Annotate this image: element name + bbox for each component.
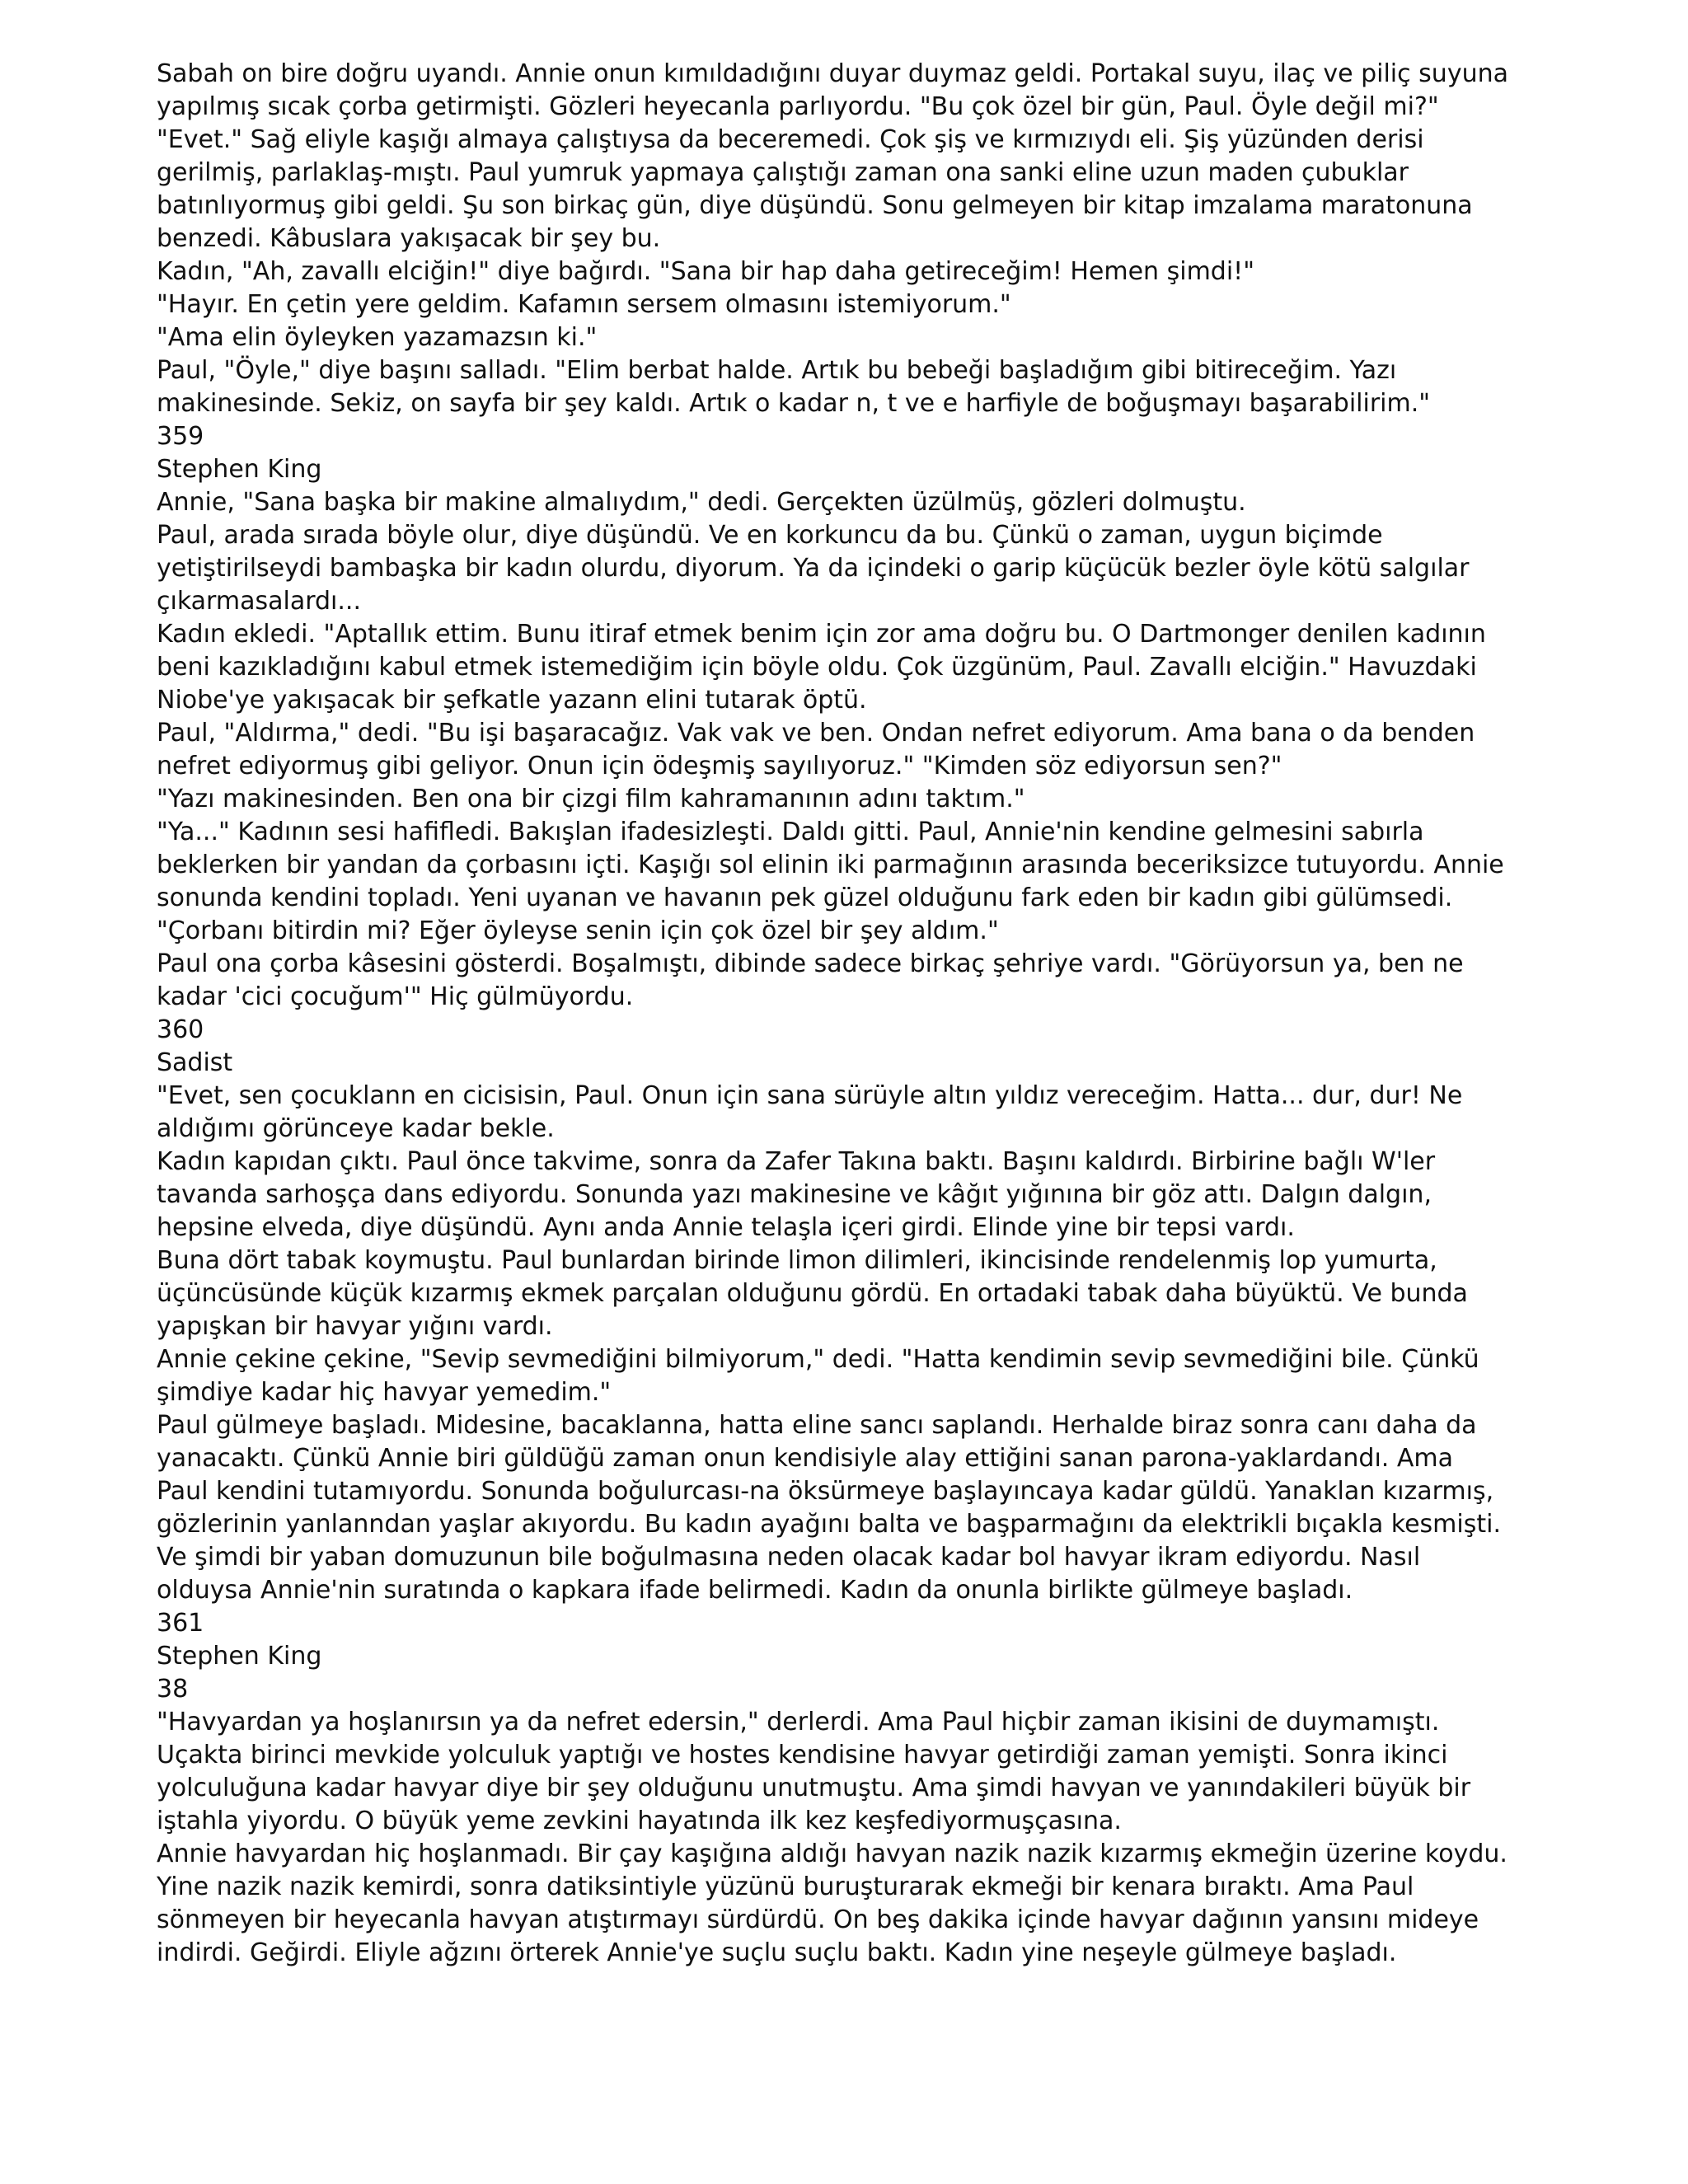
paragraph: Kadın, "Ah, zavallı elciğin!" diye bağırdı. "Sana bir hap daha getireceğim! Hemen şimdi!" — [157, 257, 1254, 286]
paragraph: Paul, "Aldırma," dedi. "Bu işi başaracağız. Vak vak ve ben. Ondan nefret ediyorum. Ama bana o da benden nefret ediyormuş gibi geliyor. Onun için ödeşmiş sayılıyoruz." "Kimden söz ediyorsun sen?" — [157, 719, 1475, 780]
paragraph: Paul gülmeye başladı. Midesine, bacaklanna, hatta eline sancı saplandı. Herhalde biraz sonra canı daha da yanacaktı. Çünkü Annie biri güldüğü zaman onun kendisiyle alay ettiğini sanan parona-yaklardandı. Ama Paul kendini tutamıyordu. Sonunda boğulurcası-na öksürmeye başlayıncaya kadar güldü. Yanaklan kızarmış, gözlerinin yanlanndan yaşlar akıyordu. Bu kadın ayağını balta ve başparmağını da elektrikli bıçakla kesmişti. Ve şimdi bir yaban domuzunun bile boğulmasına neden olacak kadar bol havyar ikram ediyordu. Nasıl olduysa Annie'nin suratında o kapkara ifade belirmedi. Kadın da onunla birlikte gülmeye başladı. — [157, 1411, 1501, 1605]
paragraph: "Ya..." Kadının sesi hafifledi. Bakışlan ifadesizleşti. Daldı gitti. Paul, Annie'nin kendine gelmesini sabırla beklerken bir yandan da çorbasını içti. Kaşığı sol elinin iki parmağının arasında beceriksizce tutuyordu. Annie sonunda kendini topladı. Yeni uyanan ve havanın pek güzel olduğunu fark eden bir kadın gibi gülümsedi. "Çorbanı bitirdin mi? Eğer öyleyse senin için çok özel bir şey aldım." — [157, 818, 1504, 945]
paragraph: Annie çekine çekine, "Sevip sevmediğini bilmiyorum," dedi. "Hatta kendimin sevip sevmediğini bile. Çünkü şimdiye kadar hiç havyar yemedim." — [157, 1345, 1479, 1407]
paragraph: Buna dört tabak koymuştu. Paul bunlardan birinde limon dilimleri, ikincisinde rendelenmiş lop yumurta, üçüncüsünde küçük kızarmış ekmek parçalan olduğunu gördü. En ortadaki tabak daha büyüktü. Ve bunda yapışkan bir havyar yığını vardı. — [157, 1246, 1468, 1341]
paragraph: Sabah on bire doğru uyandı. Annie onun kımıldadığını duyar duymaz geldi. Portakal suyu, ilaç ve piliç suyuna yapılmış sıcak çorba getirmişti. Gözleri heyecanla parlıyordu. "Bu çok özel bir gün, Paul. Öyle değil mi?" — [157, 59, 1508, 121]
paragraph: Kadın kapıdan çıktı. Paul önce takvime, sonra da Zafer Takına baktı. Başını kaldırdı. Birbirine bağlı W'ler tavanda sarhoşça dans ediyordu. Sonunda yazı makinesine ve kâğıt yığınına bir göz attı. Dalgın dalgın, hepsine elveda, diye düşündü. Aynı anda Annie telaşla içeri girdi. Elinde yine bir tepsi vardı. — [157, 1147, 1436, 1242]
paragraph: Annie havyardan hiç hoşlanmadı. Bir çay kaşığına aldığı havyan nazik nazik kızarmış ekmeğin üzerine koydu. Yine nazik nazik kemirdi, sonra datiksintiyle yüzünü buruşturarak ekmeği bir kenara bıraktı. Ama Paul sönmeyen bir heyecanla havyan atıştırmayı sürdürdü. On beş dakika içinde havyar dağının yansını mideye indirdi. Geğirdi. Eliyle ağzını örterek Annie'ye suçlu suçlu baktı. Kadın yine neşeyle gülmeye başladı. — [157, 1840, 1507, 1967]
running-header: Stephen King — [157, 1642, 322, 1671]
paragraph: Paul ona çorba kâsesini gösterdi. Boşalmıştı, dibinde sadece birkaç şehriye vardı. "Görüyorsun ya, ben ne kadar 'cici çocuğum'" Hiç gülmüyordu. — [157, 949, 1464, 1011]
page-number: 360 — [157, 1015, 204, 1044]
page-number: 361 — [157, 1609, 204, 1638]
paragraph: "Ama elin öyleyken yazamazsın ki." — [157, 323, 598, 352]
paragraph: "Evet." Sağ eliyle kaşığı almaya çalıştıysa da beceremedi. Çok şiş ve kırmızıydı eli. Şiş yüzünden derisi gerilmiş, parlaklaş-mıştı. Paul yumruk yapmaya çalıştığı zaman ona sanki eline uzun maden çubuklar batınlıyormuş gibi geldi. Şu son birkaç gün, diye düşündü. Sonu gelmeyen bir kitap imzalama maratonuna benzedi. Kâbuslara yakışacak bir şey bu. — [157, 125, 1473, 253]
paragraph: "Yazı makinesinden. Ben ona bir çizgi film kahramanının adını taktım." — [157, 785, 1025, 813]
page-number: 359 — [157, 422, 204, 451]
book-page — [157, 58, 1508, 1970]
paragraph: Paul, arada sırada böyle olur, diye düşündü. Ve en korkuncu da bu. Çünkü o zaman, uygun biçimde yetiştirilseydi bambaşka bir kadın olurdu, diyorum. Ya da içindeki o garip küçücük bezler öyle kötü salgılar çıkarmasalardı... — [157, 521, 1470, 616]
running-header: Sadist — [157, 1048, 233, 1077]
paragraph: "Havyardan ya hoşlanırsın ya da nefret edersin," derlerdi. Ama Paul hiçbir zaman ikisini de duymamıştı. Uçakta birinci mevkide yolculuk yaptığı ve hostes kendisine havyar getirdiği zaman yemişti. Sonra ikinci yolculuğuna kadar havyar diye bir şey olduğunu unutmuştu. Ama şimdi havyan ve yanındakileri büyük bir iştahla yiyordu. O büyük yeme zevkini hayatında ilk kez keşfediyormuşçasına. — [157, 1708, 1471, 1835]
chapter-number: 38 — [157, 1675, 189, 1704]
paragraph: Kadın ekledi. "Aptallık ettim. Bunu itiraf etmek benim için zor ama doğru bu. O Dartmonger denilen kadının beni kazıkladığını kabul etmek istemediğim için böyle oldu. Çok üzgünüm, Paul. Zavallı elciğin." Havuzdaki Niobe'ye yakışacak bir şefkatle yazann elini tutarak öptü. — [157, 620, 1486, 715]
paragraph: Paul, "Öyle," diye başını salladı. "Elim berbat halde. Artık bu bebeği başladığım gibi bitireceğim. Yazı makinesinde. Sekiz, on sayfa bir şey kaldı. Artık o kadar n, t ve e harfiyle de boğuşmayı başarabilirim." — [157, 356, 1431, 418]
paragraph: Annie, "Sana başka bir makine almalıydım," dedi. Gerçekten üzülmüş, gözleri dolmuştu. — [157, 488, 1246, 517]
paragraph: "Hayır. En çetin yere geldim. Kafamın sersem olmasını istemiyorum." — [157, 290, 1011, 319]
running-header: Stephen King — [157, 455, 322, 484]
paragraph: "Evet, sen çocuklann en cicisisin, Paul. Onun için sana sürüyle altın yıldız vereceğim. Hatta... dur, dur! Ne aldığımı görünceye kadar bekle. — [157, 1081, 1463, 1143]
